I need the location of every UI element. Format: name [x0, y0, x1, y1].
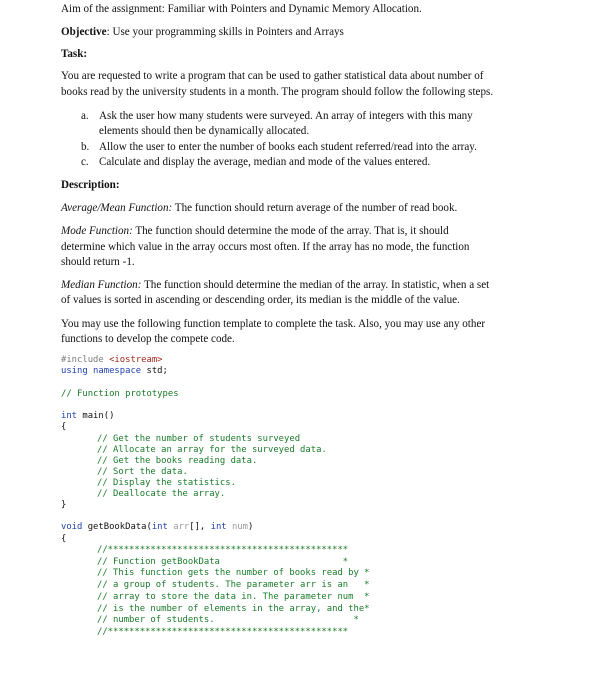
average-text: The function should return average of the number of read book. [172, 202, 458, 214]
code-fn-name: getBookData( [82, 522, 152, 532]
code-include [61, 355, 163, 366]
aim-line: Aim of the assignment: Familiar with Pointers and Dynamic Memory Allocation. [61, 3, 422, 15]
code-fn-comment-7: // number of students. * [97, 615, 359, 625]
code-using-rest: std; [141, 366, 168, 376]
code-fn-num: num [226, 522, 249, 532]
average-label: Average/Mean Function: [61, 202, 173, 214]
objective-text: : Use your programming skills in Pointers and Arrays [106, 26, 344, 38]
code-fn-comment-5: // array to store the data in. The parameter num * [97, 592, 370, 602]
step-c-marker: c. [81, 156, 89, 168]
code-fn-arr: arr [167, 522, 190, 532]
code-include-header: <iostream> [109, 355, 163, 365]
code-main-comment-2: // Allocate an array for the surveyed data. [97, 445, 327, 455]
code-main-comment-4: // Sort the data. [97, 467, 188, 477]
code-prototypes-comment: // Function prototypes [61, 389, 179, 399]
median-label: Median Function: [61, 279, 142, 291]
code-fn-comment-1: //********************************************* [97, 545, 349, 555]
code-include-directive: #include [61, 355, 110, 365]
step-b-marker: b. [81, 141, 90, 153]
median-text-1: The function should determine the median of the array. In statistic, when a set [141, 279, 490, 291]
code-main-rest: main() [77, 411, 115, 421]
code-main-open-brace: { [61, 422, 67, 432]
mode-line-2: determine which value in the array occurs most often. If the array has no mode, the function [61, 241, 470, 253]
code-fn-signature [61, 522, 253, 533]
code-fn-int-1: int [151, 522, 168, 532]
code-main-comment-1: // Get the number of students surveyed [97, 434, 301, 444]
code-fn-comment-6: // is the number of elements in the array, and the* [97, 604, 370, 614]
median-line-2: of values is sorted in ascending or descending order, its median is the middle of the value. [61, 294, 460, 306]
code-main-signature [61, 411, 114, 422]
step-b-line-1: Allow the user to enter the number of books each student referred/read into the array. [99, 141, 477, 153]
template-para-line-1: You may use the following function template to complete the task. Also, you may use any other [61, 318, 486, 330]
code-fn-comment-3: // This function gets the number of books read by * [97, 568, 370, 578]
code-using-keyword: using namespace [61, 366, 142, 376]
step-a-line-1: Ask the user how many students were surveyed. An array of integers with this many [99, 110, 473, 122]
mode-line-1 [61, 224, 449, 239]
code-main-comment-5: // Display the statistics. [97, 478, 236, 488]
code-using [61, 366, 168, 377]
code-fn-close: ) [248, 522, 254, 532]
code-fn-void: void [61, 522, 83, 532]
code-fn-comment-4: // a group of students. The parameter arr is an * [97, 580, 370, 590]
code-fn-open-brace: { [61, 534, 67, 544]
description-heading: Description: [61, 179, 120, 191]
task-heading: Task: [61, 48, 88, 60]
mode-label: Mode Function: [61, 225, 133, 237]
objective-label: Objective [61, 26, 107, 38]
code-fn-comment-8: //********************************************* [97, 627, 349, 637]
average-line [61, 201, 457, 216]
code-main-comment-6: // Deallocate the array. [97, 489, 226, 499]
mode-text-1: The function should determine the mode of the array. That is, it should [132, 225, 449, 237]
task-para-line-1: You are requested to write a program that can be used to gather statistical data about number of [61, 70, 484, 82]
step-c-line-1: Calculate and display the average, median and mode of the values entered. [99, 156, 431, 168]
step-a-marker: a. [81, 110, 89, 122]
median-line-1 [61, 278, 489, 293]
mode-line-3: should return -1. [61, 256, 135, 268]
code-main-comment-3: // Get the books reading data. [97, 456, 258, 466]
step-a-line-2: elements should then be dynamically allocated. [99, 125, 310, 137]
code-fn-brackets: [], [189, 522, 211, 532]
code-main-close-brace: } [61, 500, 67, 510]
code-fn-int-2: int [210, 522, 227, 532]
template-para-line-2: functions to develop the compete code. [61, 333, 235, 345]
code-main-type: int [61, 411, 78, 421]
task-para-line-2: books read by the university students in a month. The program should follow the following steps. [61, 86, 494, 98]
objective-line [61, 25, 344, 40]
code-fn-comment-2: // Function getBookData * [97, 557, 349, 567]
